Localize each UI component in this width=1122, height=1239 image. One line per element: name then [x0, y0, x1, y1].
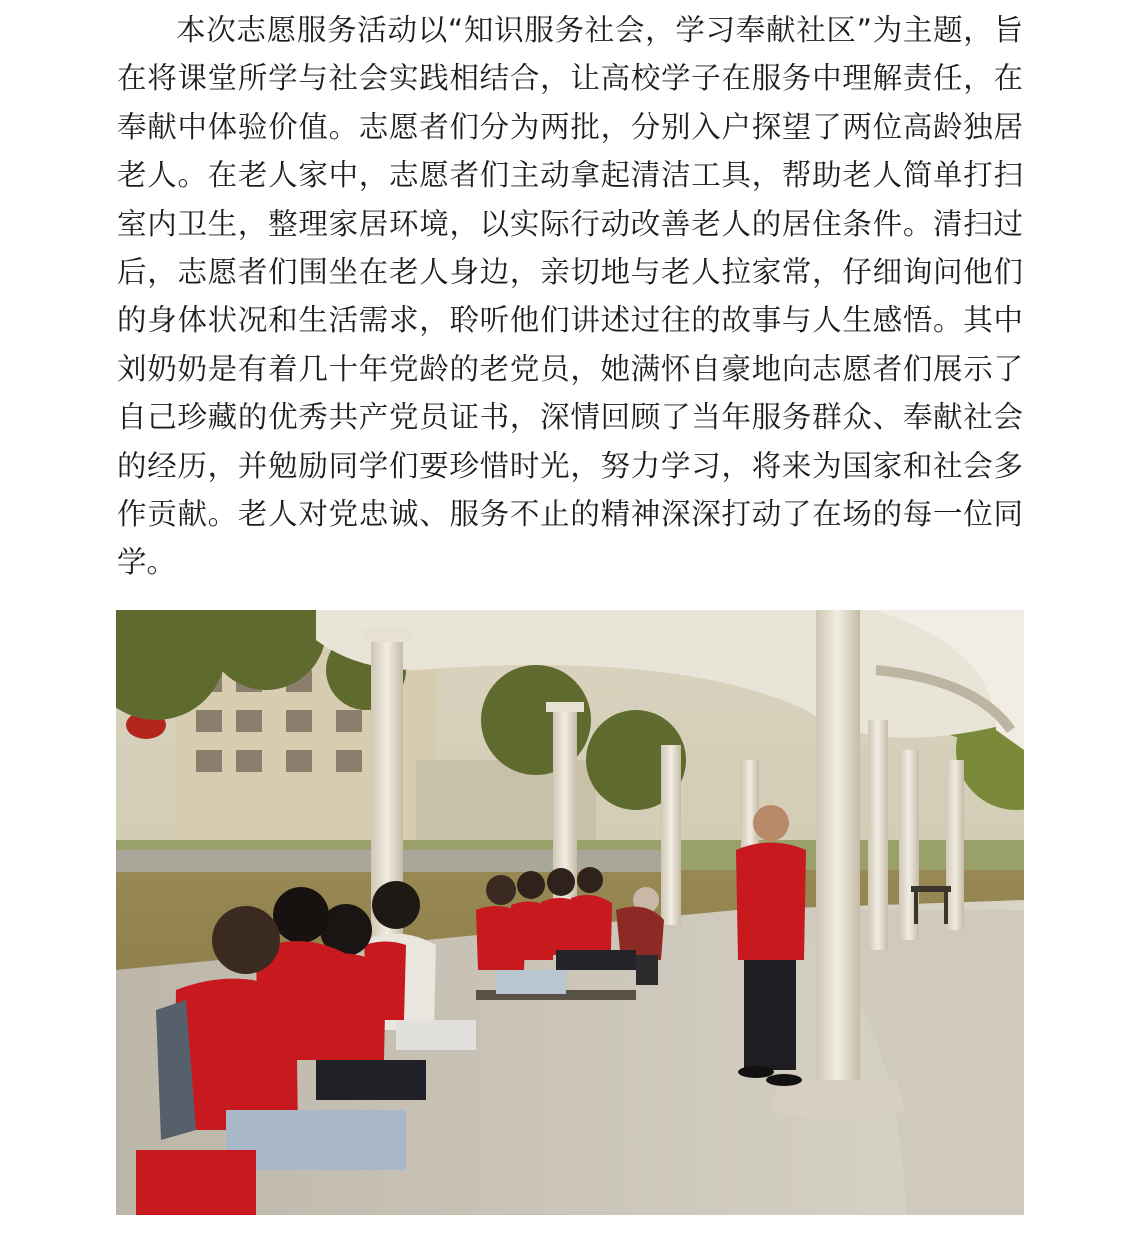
elderly-speaker: [736, 805, 806, 1086]
article-paragraph: 本次志愿服务活动以“知识服务社会，学习奉献社区”为主题，旨在将课堂所学与社会实践相结合，让高校学子在服务中理解责任，在奉献中体验价值。志愿者们分为两批，分别入户探望了两位高龄独居老人。在老人家中，志愿者们主动拿起清洁工具，帮助老人简单打扫室内卫生，整理家居环境，以实际行动改善老人的居住条件。清扫过后，志愿者们围坐在老人身边，亲切地与老人拉家常，仔细询问他们的身体状况和生活需求，聆听他们讲述过往的故事与人生感悟。其中刘奶奶是有着几十年党龄的老党员，她满怀自豪地向志愿者们展示了自己珍藏的优秀共产党员证书，深情回顾了当年服务群众、奉献社会的经历，并勉励同学们要珍惜时光，努力学习，将来为国家和社会多作贡献。老人对党忠诚、服务不止的精神深深打动了在场的每一位同学。: [117, 13, 1023, 580]
activity-photo: [116, 610, 1024, 1215]
article-body: [117, 6, 1023, 587]
activity-photo-illustration: [116, 610, 1024, 1215]
